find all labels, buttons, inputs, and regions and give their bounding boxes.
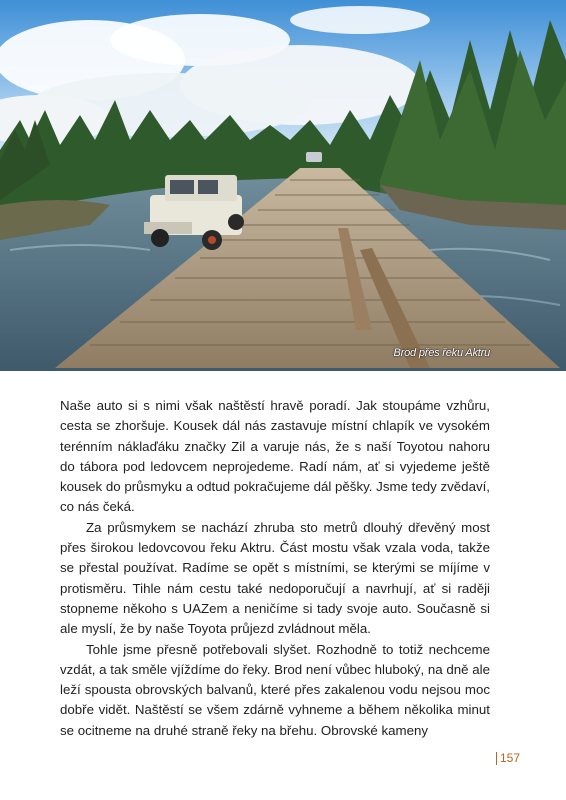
- paragraph-3: Tohle jsme přesně potřebovali slyšet. Rozhodně to totiž nechceme vzdát, a tak směle vjíždíme do řeky. Brod není vůbec hluboký, na dně ale leží spousta obrovských balvanů, které přes zakalenou vodu nejsou moc dobře vidět. Naštěstí se všem zdárně vyhneme a během několika minut se ocitneme na druhé straně řeky na břehu. Obrovské kameny: [60, 641, 490, 738]
- folio-divider: [496, 752, 497, 765]
- page-number-label: 157: [500, 751, 521, 765]
- page-number: [496, 751, 520, 765]
- paragraph-2: Za průsmykem se nachází zhruba sto metrů dlouhý dřevěný most přes širokou ledovcovou řeku Aktru. Část mostu však vzala voda, takže se přestal používat. Radíme se opět s místními, se kterými se míjíme v protisměru. Tihle nám cestu také nedoporučují a navrhují, ať si raději stopneme někoho s UAZem a neničíme si tady svoje auto. Současně si ale myslí, že by naše Toyota průjezd zvládnout měla.: [60, 519, 490, 637]
- body-text: [60, 396, 490, 741]
- paragraph-1: Naše auto si s nimi však naštěstí hravě poradí. Jak stoupáme vzhůru, cesta se zhoršuje. Kousek dál nás zastavuje místní chlapík ve vysokém terénním náklaďáku značky Zil a varuje nás, že s naší Toyotou nahoru do tábora pod ledovcem neprojedeme. Radí nám, ať si vyjedeme ještě kousek do průsmyku a odtud pokračujeme dál pěšky. Jsme tedy zvědaví, co nás čeká.: [60, 398, 490, 515]
- photo-caption: Brod přes řeku Aktru: [393, 347, 490, 359]
- river-crossing-photo: [0, 0, 566, 371]
